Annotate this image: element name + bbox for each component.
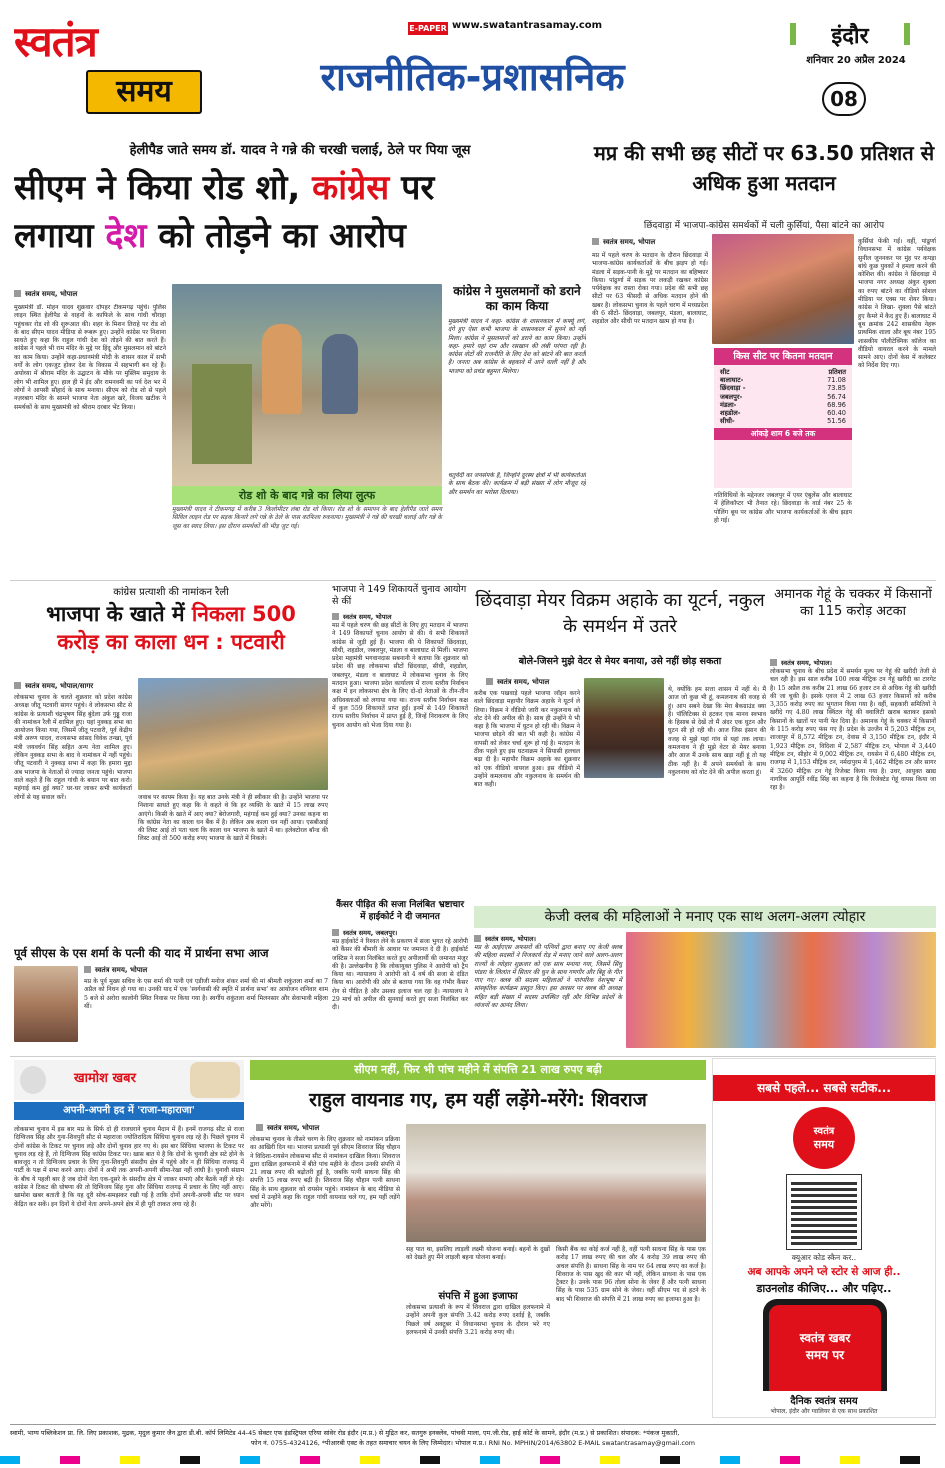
polling-table-row: छिंदवाड़ा - 73.85 — [720, 384, 846, 393]
lead-photo — [172, 284, 442, 486]
polling-table-row: सीधी- 51.56 — [720, 417, 846, 426]
chhindwara-subhead: बोले-जिसने मुझे वेटर से मेयर बनाया, उसे नहीं छोड़ सकता — [518, 656, 722, 667]
shivraj-subhead: संपत्ति में हुआ इजाफा — [438, 1291, 518, 1302]
patwari-photo — [138, 678, 328, 790]
patwari-body: लोकसभा चुनाव के चलते शुक्रवार को प्रदेश कांग्रेस अध्यक्ष जीतू पटवारी सागर पहुंचे। वे लोकसभा सीट से कांग्रेस के प्रत्याशी चंद्रभूषण सिंह बुंदेला उर्फ गुड्डू राजा की नामांकन रैली में शामिल हुए। यहां नुक्कड़ सभा का आयोजन किया गया, जिसमें जीतू पटवारी, पूर्व केंद्रीय मंत्री अरुण यादव, राज्यसभा सांसद विवेक तन्खा, पूर्व मंत्री जयवर्धन सिंह सहित अन्य नेता शामिल हुए। लेकिन नुक्कड़ सभा के बाद वे नामांकन में नहीं पहुंचे। जीतू पटवारी ने नुक्कड़ सभा में कहा कि हमारा मुद्दा अब भाजपा के नेताओं से ज्यादा जनता पहुंचे। भाजपा वाले कहते हैं कि राहुल गांधी के बयान पर बात करो। महंगाई कम हुई क्या? घर-घर जाकर सभी कार्यकर्ता लोगों से यह सवाल करें। — [14, 694, 132, 801]
lead-sidebar-body: मुख्यमंत्री यादव ने कहा- कांग्रेस के शासनकाल में कर्फ्यू लगे, दंगे हुए ऐसा कभी भाजपा के शासनकाल में सुनने को नहीं मिला। कांग्रेस ने मुसलमानों को डराने का काम किया। उन्होंने कहा- हमारे यहां राम और रसखान की लंबी परंपरा रही है। कांग्रेस वोटों की राजनीति के लिए देश को बांटने की बात करती है। जनता अब कांग्रेस के बहकावे में आने वाली नहीं है और भाजपा को प्रचंड बहुमत मिलेगा। — [448, 318, 586, 375]
section-title — [205, 42, 740, 114]
page-number-text: 08 — [830, 87, 858, 111]
polling-table-row: बालाघाट- 71.08 — [720, 376, 846, 385]
ad-phone-screen — [769, 1305, 881, 1391]
complaints-body: मप्र में पहले चरण की छह सीटों के लिए हुए मतदान में भाजपा ने 149 शिकायतें चुनाव आयोग से की। ये सभी शिकायतें कांग्रेस से जुड़ी हुई हैं। भाजपा की ये शिकायतें छिंदवाड़ा, सीधी, शहडोल, जबलपुर, मंडला व बालाघाट से मिलीं। भाजपा प्रदेश महामंत्री भगवानदास सबनानी ने बताया कि शुक्रवार को प्रदेश की छह लोकसभा सीटों छिंदवाड़ा, सीधी, शहडोल, जबलपुर, मंडला व बालाघाट में लोकसभा चुनाव के लिए मतदान हुआ। भाजपा प्रदेश कार्यालय में राज्य स्तरीय निर्वाचन कक्ष में इन लोकसभा क्षेत्र के लिए दो-दो नेताओं के तीन-तीन अधिवक्ताओं को लगाया गया था। राज्य स्तरीय निर्वाचन कक्ष में कुल 559 शिकायतें प्राप्त हुईं। इनमें से 149 शिकायतें राज्य स्तरीय निर्वाचन में प्राप्त हुई हैं, जिन्हें निराकरण के लिए चुनाव आयोग को भेजा दिया गया है। — [332, 622, 468, 729]
lead-story — [14, 134, 586, 574]
polling-body-col1: मप्र में पहले चरण के मतदान के दौरान छिंदवाड़ा में भाजपा-कांग्रेस कार्यकर्ताओं के बीच झड़प हो गई। मंडला में सड़क-पानी के मुद्दे पर मतदान का बहिष्कार किया। पांढुर्णा में सड़क पर लकड़ी रखकर कांग्रेस पर्यवेक्षक का रास्ता रोका गया। प्रदेश की सभी छह सीटों पर 63 फीसदी से अधिक मतदान होने की खबर है। लोकसभा चुनाव के पहले चरण में मध्यप्रदेश की 6 सीटों- छिंदवाड़ा, जबलपुर, मंडला, बालाघाट, शहडोल और सीधी पर मतदान खत्म हो गया है। — [592, 252, 708, 326]
kj-club-byline: स्वतंत्र समय, भोपाल। — [474, 934, 594, 943]
shivraj-byline: स्वतंत्र समय, भोपाल — [256, 1124, 396, 1133]
shivraj-body2: सह पात था, इसलिए लाड़ली लक्ष्मी योजना बनाई। बहनों के दुखों को देखते हुए मैंने लाड़ली बहना योजना बनाई। — [406, 1246, 550, 1262]
complaints-byline: स्वतंत्र समय, भोपाल — [332, 612, 468, 621]
shivraj-headline: राहुल वायनाड गए, हम यहीं लड़ेंगे-मरेंगे: शिवराज — [309, 1089, 647, 1111]
city-bars-right — [904, 23, 910, 45]
city-name: इंदौर — [831, 24, 869, 49]
khamosh-cartoon — [190, 1062, 240, 1098]
shivraj-story — [250, 1058, 706, 1418]
patwari-headline: भाजपा के खाते में निकला 500 करोड़ का काला धन : पटवारी — [46, 602, 296, 654]
wheat-byline: स्वतंत्र समय, भोपाल। — [770, 658, 936, 667]
memorial-byline: स्वतंत्र समय, भोपाल — [84, 966, 224, 975]
lead-body-bottom: मुख्यमंत्री यादव ने टीकमगढ़ में करीब 3 किलोमीटर लंबा रोड शो किया। रोड शो के समापन के बाद हेलीपैड जाते समय सिविल लाइन रोड पर सड़क किनारे लगे गन्ने के ठेले के पास काफिला रुकवाया। मुख्यमंत्री ने गन्ने की चरखी चलाई और गन्ने के जूस का स्वाद लिया। इस दौरान समर्थकों की भीड़ जुट गई। — [172, 506, 442, 530]
polling-byline: स्वतंत्र समय, भोपाल — [592, 238, 712, 247]
chhindwara-body2: थे, क्योंकि हम सत्ता शासन में नहीं थे। मैं आज जो कुछ भी हूं, कमलनाथ की वजह से हूं। आप सबने देखा कि मेरा बैकग्राउंड क्या है। पॉलिटिक्स से हटकर एक मानव स्वभाव के हिसाब से देखें तो मैं अंदर एक घुटन और घुटन सी हो रही थी। आज जिस इंसान की वजह से मुझे यहां गांव से यहां तक लाया। कमलनाथ ने ही मुझे वेटर से मेयर बनाया और आज मैं उनके साथ खड़ा नहीं हूं तो यह ठीक नहीं है। मैं अपने समर्थकों के साथ नकुलनाथ को वोट देने की अपील करता हूं। — [668, 686, 766, 776]
imprint-footer — [10, 1424, 936, 1454]
divider — [10, 1056, 936, 1057]
chhindwara-headline: छिंदवाड़ा मेयर विक्रम अहाके का यूटर्न, नकुल के समर्थन में उतरे — [475, 590, 765, 637]
photo-machine — [192, 364, 252, 464]
logo — [14, 12, 204, 122]
lead-sidebar — [448, 284, 586, 566]
lead-sidebar-head: कांग्रेस ने मुसलमानों को डराने का काम किया — [453, 284, 581, 313]
issue-date: शनिवार 20 अप्रैल 2024 — [806, 55, 906, 66]
shivraj-body3: लोकसभा प्रत्याशी के रूप में शिवराज द्वारा दाखिल हलफनामे में उन्होंने अपनी कुल संपत्ति 3.42 करोड़ रुपए दर्शाई है, जबकि पिछले वर्ष अक्टूबर में विधानसभा चुनाव के दौरान भरे गए हलफनामे में उनकी संपत्ति 3.21 करोड़ रुपए थी। — [406, 1304, 550, 1336]
chhindwara-story — [474, 582, 766, 902]
polling-table-head: सीट प्रतिशत — [720, 368, 846, 376]
ad-cta-line2: डाउनलोड कीजिए... और पढ़िए.. — [756, 1282, 892, 1295]
imprint-line1: स्वामी, भाग्य पब्लिकेशन प्रा. लि. लिए प्रकाशक, मुद्रक, मृदुल कुमार जैन द्वारा डी.बी. कॉर्प लिमिटेड 44-45 सेक्टर एफ इंडस्ट्रियल एरिया सांवेर रोड इंदौर (म.प्र.) से मुद्रित कर, सतगुरु इनक्लेव, पांचवी माला, एम.जी.रोड, हाई कोर्ट के सामने, इंदौर (म.प्र.) से प्रकाशित। संपादक: *पंकज मुकाती, — [10, 1429, 680, 1437]
lead-byline: स्वतंत्र समय, भोपाल — [14, 290, 174, 299]
city-bars — [790, 23, 796, 45]
ad-phone — [763, 1299, 887, 1391]
polling-photo — [712, 234, 854, 344]
chhindwara-photo — [584, 678, 664, 778]
registration-strip — [0, 1456, 945, 1464]
city-block — [776, 20, 936, 70]
wheat-headline: अमानक गेहूं के चक्कर में किसानों का 115 करोड़ अटका — [774, 587, 932, 619]
patwari-kicker: कांग्रेस प्रत्याशी की नामांकन रैली — [113, 587, 229, 598]
divider — [10, 580, 936, 581]
ad-footer-sub: भोपाल, इंदौर और ग्वालियर से एक साथ प्रकाशित — [770, 1408, 878, 1415]
khamosh-subhead: अपनी-अपनी हद में 'राजा-महाराजा' — [14, 1102, 244, 1120]
lead-headline-line1: सीएम ने किया रोड शो, कांग्रेस पर — [14, 168, 435, 208]
logo-bottom-badge — [86, 70, 202, 114]
qr-code-icon[interactable] — [787, 1175, 861, 1249]
logo-bottom-text: समय — [116, 74, 172, 109]
khamosh-badge-text: खामोश खबर — [74, 1071, 136, 1086]
kj-club-story — [474, 906, 936, 1052]
wheat-body: लोकसभा चुनाव के बीच प्रदेश में समर्थन मूल्य पर गेहूं की खरीदी तेजी से चल रही है। इस साल करीब 100 लाख मीट्रिक टन गेहूं खरीदी का टारगेट है। 15 अप्रैल तक करीब 21 लाख 66 हजार टन से अधिक गेहूं की खरीदी की जा चुकी है। इसके एवज में 2 लाख 63 हजार किसानों को करीब 3,355 करोड़ रुपए का भुगतान किया गया है। वहीं, सहकारी समितियों ने खरीदे गए 4.80 लाख क्विंटल गेहूं की क्वालिटी खराब बताकर इसको किसानों के खातों पर पानी फेर दिया है। अमानक गेहूं के चक्कर में किसानों के 115 करोड़ रुपए फंस गए हैं। प्रदेश के उज्जैन में 5,203 मीट्रिक टन, शाजापुर में 8,572 मीट्रिक टन, देवास में 3,150 मीट्रिक टन, इंदौर में 1,923 मीट्रिक टन, विदिशा में 2,587 मीट्रिक टन, भोपाल में 3,440 मीट्रिक टन, सीहोर में 9,002 मीट्रिक टन, रायसेन में 6,480 मीट्रिक टन, राजगढ़ में 1,153 मीट्रिक टन, नर्मदापुरम में 1,462 मीट्रिक टन और सागर में 3260 मीट्रिक टन गेहूं रिजेक्ट किया गया है। उधर, आयुक्त खाद्य नागरिक आपूर्ति रवींद्र सिंह का कहना है कि रिजेक्टेड गेहूं वापस किया जा रहा है। — [770, 668, 936, 792]
polling-table-row: मंडला- 68.96 — [720, 400, 846, 409]
polling-table-title: किस सीट पर कितना मतदान — [714, 348, 852, 365]
complaints-head: भाजपा ने 149 शिकायतें चुनाव आयोग से कीं — [332, 584, 467, 607]
ad-top-banner: सबसे पहले... सबसे सटीक... — [713, 1075, 935, 1101]
lead-sidebar-body2: चतुर्वेदी का जनसंपर्क है, जिन्होंने दूरस्थ क्षेत्रों में भी कार्यकर्ताओं के साथ बैठक की। कार्यक्रम में बड़ी संख्या में लोग मौजूद रहे और समर्थन का भरोसा दिलाया। — [448, 472, 586, 496]
kj-club-headline: केजी क्लब की महिलाओं ने मनाए एक साथ अलग-अलग त्योहार — [474, 906, 936, 928]
patwari-body2: जवाब पर कायम किया है। यह बात उनके मंत्री ने ही स्वीकार की है। उन्होंने भाजपा पर निशाना साधते हुए कहा कि वे कहते थे कि हर व्यक्ति के खाते में 15 लाख रुपए आएंगे। किसी के खाते में आए क्या? बेरोजगारी, महंगाई कम हुई क्या? उनका कहना था कि कांग्रेस नेता का काला धन बैंक में है। लेकिन अब काला धन नहीं आया। एसबीआई की लिस्ट आई तो पता चला कि काला धन भाजपा के खाते में था। इलेक्टोरल बॉन्ड की लिस्ट आई तो 500 करोड़ रुपए भाजपा के खाते में निकले। — [138, 794, 328, 843]
photo-person-2 — [322, 334, 358, 414]
shivraj-body: लोकसभा चुनाव के तीसरे चरण के लिए शुक्रवार को नामांकन प्रक्रिया का आखिरी दिन था। भाजपा प्रत्याशी पूर्व सीएम शिवराज सिंह चौहान ने विदिशा-रायसेन लोकसभा सीट से नामांकन दाखिल किया। शिवराज द्वारा दाखिल हलफनामे में बीते पांच महीने के दौरान उनकी संपत्ति में 21 लाख रुपए की बढ़ोतरी हुई है, जबकि पत्नी साधना सिंह की संपत्ति 15 लाख रुपए बढ़ी है। शिवराज सिंह चौहान पत्नी साधना सिंह के साथ शुक्रवार को रायसेन पहुंचे। नामांकन के बाद मीडिया से चर्चा में उन्होंने कहा कि राहुल गांधी वायनाड चले गए, हम यहीं लड़ेंगे और मरेंगे। — [250, 1136, 400, 1210]
polling-table-row: शहडोल- 60.40 — [720, 409, 846, 418]
chhindwara-body: करीब एक पखवाड़े पहले भाजपा जॉइन करने वाले छिंदवाड़ा महापौर विक्रम अहाके ने यूटर्न ले लिया। विक्रम ने वीडियो जारी कर नकुलनाथ को वोट देने की अपील की है। साथ ही उन्होंने ये भी कहा है कि भाजपा में घुटन हो रही थी। विक्रम ने भाजपा छोड़ने की बात भी कही है। कांग्रेस में वापसी को लेकर चर्चा शुरू हो गई है। मतदान के ठीक पहले हुए इस घटनाक्रम ने सियासी हलचल बढ़ा दी है। महापौर विक्रम अहाके का शुक्रवार को एक वीडियो वायरल हुआ। इस वीडियो में उन्होंने कमलनाथ और नकुलनाथ के समर्थन की बात कही। — [474, 690, 580, 789]
section-title-text: राजनीतिक-प्रशासनिक — [320, 55, 625, 99]
ad-phone-line1: स्वतंत्र खबर — [799, 1331, 851, 1345]
memorial-story — [14, 944, 328, 1052]
logo-top-text: स्वतंत्र — [14, 17, 97, 66]
lead-headline-line2: लगाया देश को तोड़ने का आरोप — [14, 216, 406, 256]
memorial-photo — [14, 966, 78, 1042]
photo-person-1 — [262, 324, 302, 414]
polling-table-row: जबलपुर- 56.74 — [720, 392, 846, 401]
patwari-story — [14, 582, 328, 942]
bail-head: कैंसर पीड़ित की सजा निलंबित भ्रष्टाचार में हाईकोर्ट ने दी जमानत — [335, 900, 465, 922]
polling-table — [714, 348, 852, 488]
ad-logo-top: स्वतंत्र — [813, 1126, 835, 1137]
khamosh-icon — [20, 1066, 46, 1094]
polling-body-col2: गतिविधियों के मद्देनजर जबलपुर में एयर एंबुलेंस और बालाघाट में हेलिकॉप्टर भी तैनात रहे। छिंदवाड़ा के वार्ड नंबर 25 के पोलिंग बूथ पर कांग्रेस और भाजपा कार्यकर्ताओं के बीच झड़प हो गई। — [714, 492, 852, 524]
polling-story — [592, 134, 936, 574]
shivraj-photo — [406, 1124, 706, 1242]
imprint-line2: फोन नं. 0755-4324126, *पीआरबी एक्ट के तहत समाचार चयन के लिए जिम्मेदार। भोपाल म.प्र.। RNI No. MPHIN/2014/63802 E-MAIL swatantrasamay@gmail.com — [251, 1439, 695, 1447]
ad-cta-line1: अब आपके अपने प्ले स्टोर से आज ही.. — [747, 1266, 901, 1278]
polling-headline: मप्र की सभी छह सीटों पर 63.50 प्रतिशत से अधिक हुआ मतदान — [593, 141, 935, 195]
polling-table-note: आंकड़े शाम 6 बजे तक — [714, 428, 852, 440]
app-advertisement[interactable] — [712, 1058, 936, 1418]
lead-kicker: हेलीपैड जाते समय डॉ. यादव ने गन्ने की चरखी चलाई, ठेले पर पिया जूस — [129, 143, 471, 158]
epaper-badge: E-PAPER — [409, 24, 447, 33]
bail-body: मप्र हाईकोर्ट ने रिश्वत लेने के प्रकरण में सजा भुगत रहे आरोपी को कैंसर की बीमारी के आधार पर जमानत दे दी है। हाईकोर्ट जस्टिस ने सजा निलंबित करते हुए अपीलार्थी की जमानत मंजूर की है। उल्लेखनीय है कि लोकायुक्त पुलिस ने आरोपी को ट्रैप किया था। न्यायालय ने आरोपी को 4 वर्ष की सजा से दंडित किया था। आरोपी की ओर से बताया गया कि वह गंभीर कैंसर रोग से पीड़ित है और उसका इलाज चल रहा है। न्यायालय ने 29 मार्च को अपील की सुनवाई करते हुए सजा निलंबित कर दी। — [332, 938, 468, 1012]
memorial-headline: पूर्व सीएस के एस शर्मा के पत्नी की याद में प्रार्थना सभा आज — [14, 946, 269, 960]
lead-headline — [14, 164, 586, 260]
polling-subhead: छिंदवाड़ा में भाजपा-कांग्रेस समर्थकों में चली कुर्सियां, पैसा बांटने का आरोप — [643, 221, 885, 231]
chhindwara-byline: स्वतंत्र समय, भोपाल — [486, 678, 606, 687]
ad-footer-title: दैनिक स्वतंत्र समय — [790, 1396, 858, 1407]
ad-logo — [793, 1107, 855, 1169]
bail-byline: स्वतंत्र समय, जबलपुर। — [332, 928, 468, 937]
complaints-story — [332, 582, 468, 1052]
lead-body: मुख्यमंत्री डॉ. मोहन यादव शुक्रवार दोपहर टीकमगढ़ पहुंचे। पुलिस लाइन स्थित हेलीपैड से वाहनों के काफिले के साथ गांधी चौराहा पहुंचकर रोड शो की शुरूआत की। शहर के मिशन तिराहे पर रोड शो के बाद सीएम यादव मीडिया से रूबरू हुए। उन्होंने कांग्रेस पर निशाना साधते हुए कहा कि राहुल गांधी देश को तोड़ने की बात करते हैं। कांग्रेस ने पहले भी राम मंदिर के मुद्दे पर हिंदू और मुसलमान को बांटने का काम किया। उन्होंने कहा-प्रधानमंत्री मोदी के शासन काल में सभी वर्गों के लोग एकजुट होकर देश के विकास में सहभागी बन रहे हैं। अयोध्या में श्रीराम मंदिर के उद्घाटन के मौके पर मुस्लिम समुदाय के लोग भी शामिल हुए। हाल ही में ईद और रामनवमी का पर्व देश भर में लोगों ने आपसी सौहार्द के साथ मनाया। सीएम को रोड शो से पहले नज़रबाग मंदिर के सामने भाजपा नेता अंकुल खरे, विजय खटीक ने समर्थकों के साथ मुख्यमंत्री को श्रीराम दरबार भेंट किया। — [14, 304, 166, 411]
qr-label: क्यूआर कोड स्कैन कर.. — [791, 1253, 857, 1262]
masthead — [0, 0, 945, 128]
khamosh-story — [14, 1058, 244, 1418]
shivraj-kicker: सीएम नहीं, फिर भी पांच महीने में संपत्ति 21 लाख रुपए बढ़ी — [250, 1060, 706, 1080]
lead-photo-caption: रोड शो के बाद गन्ने का लिया लुत्फ — [172, 486, 442, 505]
website-link[interactable]: www.swatantrasamay.com — [452, 20, 603, 31]
khamosh-badge — [14, 1060, 244, 1100]
polling-body-col3: कुर्सियां फेंकी गईं। वहीं, पांढुर्णा विधानसभा में कांग्रेस पर्यवेक्षक सुनील जुननकर पर मुंह पर कपड़ा बांधे कुछ युवकों ने हमला करने की कोशिश की। कांग्रेस ने छिंदवाड़ा में भाजपा नगर अध्यक्ष अंकुर शुक्ला का रुपए बांटने का वीडियो सोशल मीडिया पर एक्स पर शेयर किया। कांग्रेस ने लिखा- शुक्ला पैसे बांटते हुए कैमरे में कैद हुए हैं। बालाघाट में बूथ क्रमांक 242 शासकीय नेहरू प्राथमिक शाला और बूथ नंबर 195 शासकीय पॉलीटेक्निक कॉलेज का वीडियो वायरल करने के मामले सामने आए। दोनों केस में कलेक्टर को निर्देश दिए गए। — [858, 238, 936, 370]
page-number — [822, 82, 866, 116]
ad-phone-line2: समय पर — [805, 1348, 845, 1362]
kj-club-photo — [626, 932, 936, 1048]
khamosh-body: लोकसभा चुनाव में इस बार मप्र के सिर्फ दो ही राजघराने चुनाव मैदान में हैं। इनमें राजगढ़ सीट से राजा दिग्विजय सिंह और गुना-शिवपुरी सीट से महाराजा ज्योतिरादित्य सिंधिया चुनाव लड़ रहे हैं। पिछले चुनाव में दोनों कांग्रेस के टिकट पर चुनाव लड़े और दोनों चुनाव हार गए थे। इस बार सिंधिया भाजपा के टिकट पर चुनाव लड़ रहे हैं, तो दिग्विजय सिंह कांग्रेस टिकट पर। खास बात ये है कि दोनों के चुनावी क्षेत्र सटे होने के बावजूद न तो दिग्विजय प्रचार के लिए गुना-शिवपुरी संसदीय क्षेत्र में पहुंचे और न ही सिंधिया राजगढ़ में पार्टी के पक्ष में सभा करने आए। दोनों ने अभी तक अपनी-अपनी सीमा-रेखा नहीं लांघी है। चुनावी संग्राम के बीच ये पहली बार है जब दोनों नेता एक-दूसरे के संसदीय क्षेत्र में जाकर सभाएं और बैठकें नहीं ले रहे। कांग्रेस ने टिकट की घोषणा की तो दिग्विजय सिंह गुना और सिंधिया राजगढ़ में प्रचार के लिए नहीं आए। खामोश खबर बताती है कि यह दूरी सोच-समझकर रखी गई है ताकि दोनों अपनी-अपनी सीट पर ध्यान केंद्रित कर सकें। इन दिनों ये दोनों नेता अपने-अपने क्षेत्र में ही पूरी ताकत लगा रहे हैं। — [14, 1126, 244, 1208]
patwari-byline: स्वतंत्र समय, भोपाल/सागर — [14, 682, 164, 691]
kj-club-body: मप्र के आईएएस अफसरों की पत्नियों द्वारा बनाए गए केजी क्लब की महिला सदस्यों ने निजकार्य रोड़ में मनाए जाने वाले अलग-अलग राज्यों के त्योहार शुक्रवार को एक साथ मनाया गया, जिसमें सिंधु पांडरा के लिलांत में सितार की धुन के साथ गणगौर और बिहू के गीत गाए गए। क्लब की सदस्य महिलाओं ने पारंपरिक वेशभूषा में सांस्कृतिक कार्यक्रम प्रस्तुत किए। इस अवसर पर क्लब की अध्यक्ष सहित बड़ी संख्या में सदस्य उपस्थित रहीं और विभिन्न प्रदेशों के व्यंजनों का आनंद लिया। — [474, 944, 622, 1010]
ad-logo-bottom: समय — [813, 1138, 835, 1151]
wheat-story — [770, 582, 936, 902]
memorial-body: मप्र के पूर्व मुख्य सचिव के एस शर्मा की पत्नी एवं एडीजी मनोज शंकर शर्मा की मां श्रीमती शकुंतला शर्मा का 7 अप्रैल को निधन हो गया था। उनकी याद में एक 'स्वर्गवासी की स्मृति में प्रार्थना सभा' का आयोजन शनिवार शाम 5 बजे से अरोरा कालोनी स्थित निवास पर किया गया है। स्वर्गीय शकुंतला शर्मा मिलनसार और सेवाभावी महिला थीं। — [84, 978, 328, 1010]
shivraj-body4: किसी बैंक का कोई कर्ज नहीं है, वहीं पत्नी साधना सिंह के पास एक करोड़ 17 लाख रुपए की चल और 4 करोड़ 39 लाख रुपए की अचल संपत्ति है। साधना सिंह के नाम पर 64 लाख रुपए का कर्ज है। शिवराज के पास खुद की कार भी नहीं, लेकिन साधना के पास एक ट्रैक्टर है। उनके पास 96 तोला सोना के जेवर हैं और पत्नी साधना सिंह के पास 535 ग्राम सोने के जेवर। वहीं सीएम पद से हटने के बाद भी शिवराज की संपत्ति में 21 लाख रुपए का इजाफा हुआ है। — [556, 1246, 706, 1303]
